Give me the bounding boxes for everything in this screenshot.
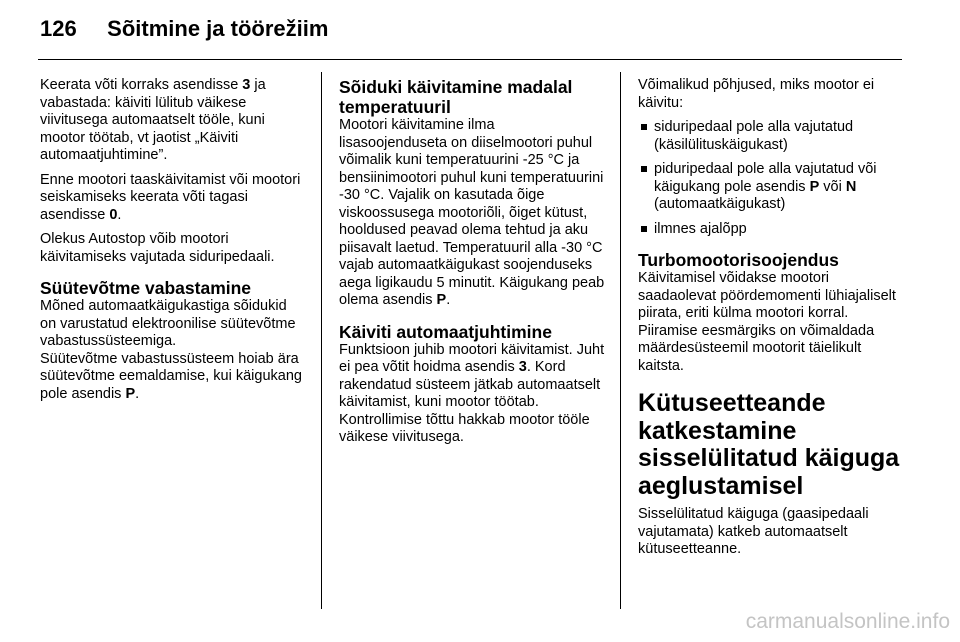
page-number: 126 [40,16,77,41]
paragraph-possible-causes: Võimalikud põhjused, miks mootor ei käivitu: [638,77,875,111]
bullet-square-icon [641,226,647,232]
page-header [40,16,328,50]
paragraph-fuel-cutoff: Sisselülitatud käiguga (gaasipedaali vajutamata) katkeb automaatselt kütuseetteanne. [638,506,869,557]
column-divider-1 [321,72,322,609]
bullet-square-icon [641,166,647,172]
heading-key-release: Süütevõtme vabastamine [40,278,252,298]
causes-list [638,119,908,238]
paragraph-turbo-warmup: Käivitamisel võidakse mootori saadaolevat pöördemomenti lühiajaliselt piirata, eriti külma mootori korral. Piiramise eesmärgiks on võimaldada määrdesüsteemil mootorit täielikult kaitsta. [638,270,896,374]
heading-low-temperature: Sõiduki käivitamine madalal temperatuuril [339,77,573,117]
paragraph-key-return: Enne mootori taaskäivitamist või mootori seiskamiseks keerata võti tagasi asendisse 0. [40,171,301,223]
list-item: ilmnes ajalõpp [638,221,908,239]
bullet-square-icon [641,124,647,130]
column-2 [339,77,605,454]
heading-starter-control: Käiviti automaatjuhtimine [339,321,552,342]
column-divider-2 [620,72,621,609]
paragraph-key-start: Keerata võti korraks asendisse 3 ja vabastada: käiviti lülitub väikese viivitusega automaatselt tööle, kuni mootor töötab, vt jaotist „Käiviti automaatjuhtimine”. [40,77,266,163]
list-item: piduripedaal pole alla vajutatud või käigukang pole asendis P või N (automaatkäigukast) [638,161,908,214]
header-rule [38,59,902,60]
paragraph-autostop: Olekus Autostop võib mootori käivitamiseks vajutada siduripedaali. [40,231,275,265]
paragraph-starter-control: Funktsioon juhib mootori käivitamist. Juht ei pea võtit hoidma asendis 3. Kord rakendatud süsteem jätkab automaatselt käivitamist, kuni mootor töötab. Kontrollimise tõttu hakkab mootor tööle väikese viivitusega. [339,341,605,445]
watermark: carmanualsonline.info [745,610,950,633]
column-1 [40,77,306,410]
list-item: siduripedaal pole alla vajutatud (käsilülituskäigukast) [638,119,908,154]
heading-turbo-warmup: Turbomootorisoojendus [638,250,839,270]
heading-fuel-cutoff: Kütuseetteande katkestamine sisselülitatud käiguga aeglustamisel [638,389,900,500]
page-title: Sõitmine ja töörežiim [107,16,329,41]
paragraph-key-release-intro: Mõned automaatkäigukastiga sõidukid on varustatud elektroonilise süütevõtme vabastussüsteemiga. [40,298,296,349]
column-3 [638,77,908,566]
paragraph-key-release-system: Süütevõtme vabastussüsteem hoiab ära süütevõtme eemaldamise, kui käigukang pole asendis P. [40,350,302,402]
paragraph-low-temperature: Mootori käivitamine ilma lisasoojenduseta on diiselmootori puhul võimalik kuni temperatuurini -25 °C ja bensiinimootori puhul kuni temperatuurini -30 °C. Vajalik on kasutada õige viskoossusega mootoriõli, õiget kütust, hooldused peavad olema tehtud ja aku piisavalt laetud. Temperatuuril alla -30 °C vajab automaatkäigukast soojenduseks aega ligikaudu 5 minutit. Käigukang peab olema asendis P. [339,117,605,308]
